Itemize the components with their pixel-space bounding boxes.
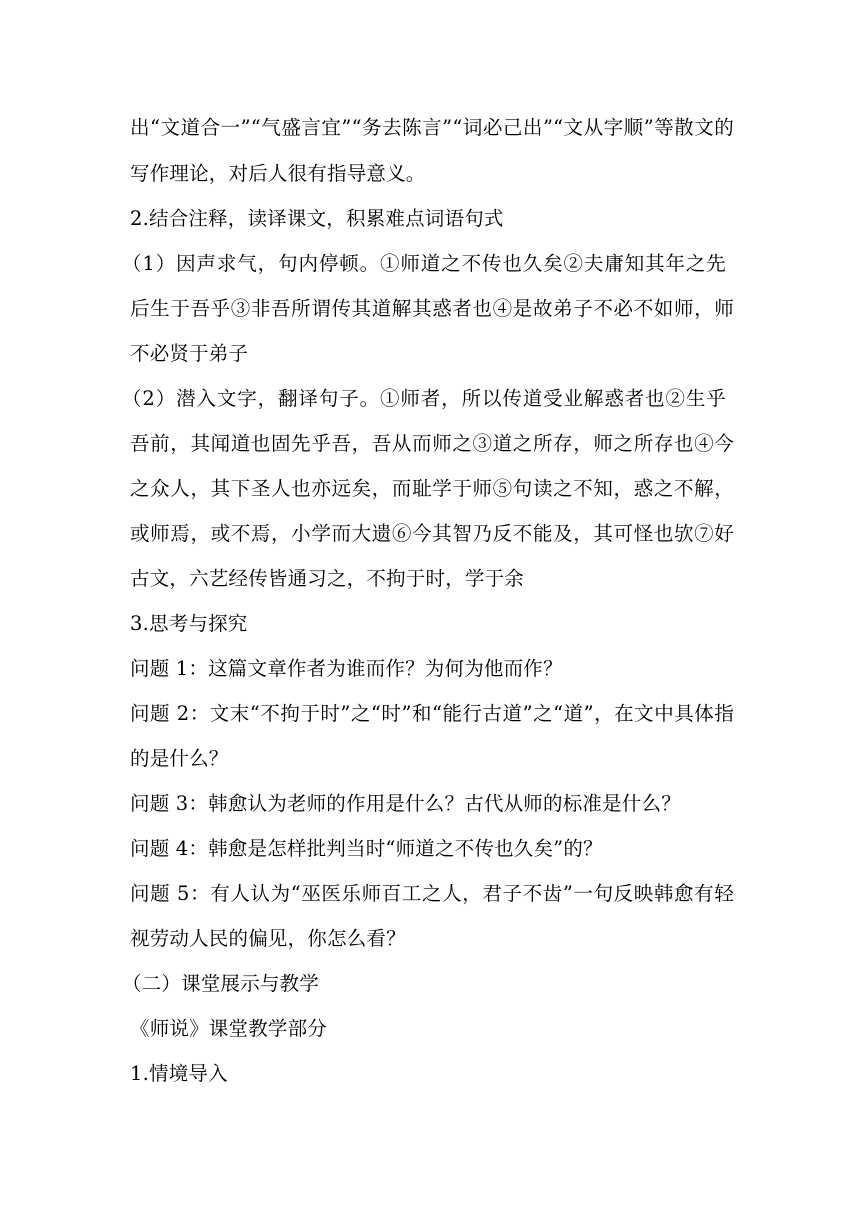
question-4: 问题 4：韩愈是怎样批判当时“师道之不传也久矣”的？ [130, 837, 603, 860]
question-1: 问题 1：这篇文章作者为谁而作？为何为他而作？ [130, 657, 563, 680]
text-line-6: 不必贤于弟子 [130, 342, 249, 365]
question-3: 问题 3：韩愈认为老师的作用是什么？古代从师的标准是什么？ [130, 792, 681, 815]
question-5: 问题 5：有人认为“巫医乐师百工之人，君子不齿”一句反映韩愈有轻 [130, 882, 734, 905]
text-line-1: 出“文道合一”“气盛言宜”“务去陈言”“词必己出”“文从字顺”等散文的 [130, 116, 734, 139]
question-2-continued: 的是什么？ [130, 747, 229, 770]
text-line-5: 后生于吾乎③非吾所谓传其道解其惑者也④是故弟子不必不如师，师 [130, 297, 734, 320]
text-line-10: 或师焉，或不焉，小学而大遗⑥今其智乃反不能及，其可怪也欤⑦好 [130, 522, 734, 545]
section-heading-2: 2.结合注释，读译课文，积累难点词语句式 [130, 207, 504, 230]
text-line-11: 古文，六艺经传皆通习之，不拘于时，学于余 [130, 567, 525, 590]
question-2: 问题 2：文末“不拘于时”之“时”和“能行古道”之“道”，在文中具体指 [130, 702, 734, 725]
text-line-4: （1）因声求气，句内停顿。①师道之不传也久矣②夫庸知其年之先 [122, 252, 726, 275]
section-heading-part-2: （二）课堂展示与教学 [122, 972, 320, 995]
section-heading-intro: 1.情境导入 [130, 1062, 228, 1085]
text-line-8: 吾前，其闻道也固先乎吾，吾从而师之③道之所存，师之所存也④今 [130, 432, 734, 455]
text-line-9: 之众人，其下圣人也亦远矣，而耻学于师⑤句读之不知，惑之不解， [130, 477, 734, 500]
question-5-continued: 视劳动人民的偏见，你怎么看？ [130, 927, 406, 950]
text-line-7: （2）潜入文字，翻译句子。①师者，所以传道受业解惑者也②生乎 [122, 387, 726, 410]
section-heading-3: 3.思考与探究 [130, 612, 248, 635]
subsection-title: 《师说》课堂教学部分 [130, 1017, 328, 1040]
text-line-2: 写作理论，对后人很有指导意义。 [130, 162, 426, 185]
